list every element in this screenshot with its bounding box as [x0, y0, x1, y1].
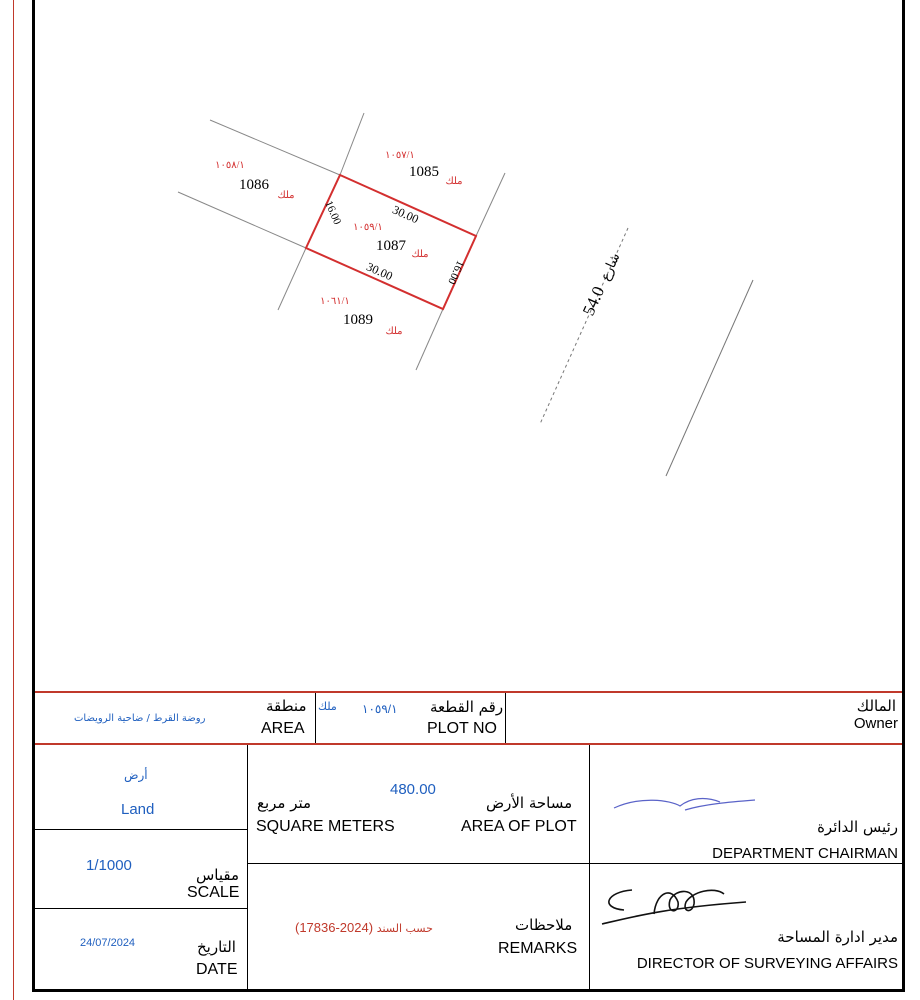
- plot-owner-tag: ملك: [318, 700, 337, 713]
- date-value: 24/07/2024: [80, 937, 136, 949]
- land-type-ar: أرض: [124, 768, 148, 782]
- boundary-line: [340, 113, 364, 175]
- date-label-ar: التاريخ: [197, 938, 236, 956]
- boundary-line: [416, 309, 443, 370]
- boundary-line: [278, 248, 306, 310]
- detail-divider-left: [247, 745, 248, 989]
- director-label-ar: مدير ادارة المساحة: [777, 928, 898, 946]
- area-label-ar: منطقة: [266, 697, 307, 715]
- plot-1087-owner: ملك: [411, 249, 429, 260]
- header-divider-area: [315, 693, 316, 743]
- chairman-signature: [610, 788, 760, 818]
- boundary-line: [476, 173, 505, 236]
- plot-no-label-en: PLOT NO: [427, 720, 497, 737]
- sqm-label-ar: متر مربع: [257, 794, 312, 812]
- plot-1085-owner: ملك: [445, 176, 463, 187]
- plot-1089-number: 1089: [343, 312, 373, 328]
- plot-1086-owner: ملك: [277, 190, 295, 201]
- dimension-left: 16.00: [322, 199, 344, 227]
- detail-row-line-2: [35, 908, 247, 909]
- land-type-en: Land: [121, 801, 155, 818]
- plot-1089-arabic: ١٠٦١/١: [320, 296, 350, 307]
- chairman-label-en: DEPARTMENT CHAIRMAN: [712, 845, 898, 862]
- director-label-en: DIRECTOR OF SURVEYING AFFAIRS: [636, 955, 898, 972]
- plot-1086-number: 1086: [239, 177, 269, 193]
- detail-mid-line: [248, 863, 902, 864]
- scale-label-ar: مقياس: [196, 866, 240, 884]
- dimension-top: 30.00: [390, 202, 421, 227]
- header-divider-plot: [505, 693, 506, 743]
- detail-row-line-1: [35, 829, 247, 830]
- scale-label-en: SCALE: [187, 884, 240, 901]
- header-bottom-line: [35, 743, 902, 745]
- street-name-label: شارع: [597, 250, 623, 283]
- plot-no-label-ar: رقم القطعة: [430, 698, 504, 716]
- plot-1085-arabic: ١٠٥٧/١: [385, 150, 415, 161]
- dimension-right: 16.00: [445, 258, 467, 286]
- chairman-label-ar: رئيس الدائرة: [817, 818, 898, 836]
- plot-1087-number: 1087: [376, 238, 406, 254]
- remarks-value-number: (17836-2024): [295, 920, 374, 935]
- plot-1085-number: 1085: [409, 164, 439, 180]
- area-value: روضة القرط / ضاحية الرويضات: [74, 713, 206, 724]
- remarks-label-en: REMARKS: [498, 940, 578, 957]
- area-of-plot-label-en: AREA OF PLOT: [461, 818, 577, 835]
- area-label-en: AREA: [261, 720, 305, 737]
- date-label-en: DATE: [196, 961, 238, 978]
- area-of-plot-value: 480.00: [390, 781, 436, 798]
- director-signature: [596, 880, 766, 932]
- remarks-label-ar: ملاحظات: [515, 916, 573, 934]
- plot-1089-owner: ملك: [385, 326, 403, 337]
- header-top-line: [35, 691, 902, 693]
- street-edge-line: [666, 280, 753, 476]
- remarks-value-prefix: حسب السند: [376, 922, 433, 935]
- street-width-label: 54.0: [578, 283, 609, 319]
- plot-1086-arabic: ١٠٥٨/١: [215, 160, 245, 171]
- frame-bottom-border: [32, 989, 905, 992]
- owner-label-en: Owner: [853, 715, 898, 732]
- detail-divider-right: [589, 745, 590, 989]
- remarks-value: [295, 920, 433, 935]
- area-of-plot-label-ar: مساحة الأرض: [486, 794, 573, 812]
- owner-label-ar: المالك: [856, 697, 896, 715]
- dimension-bottom: 30.00: [364, 259, 395, 284]
- sqm-label-en: SQUARE METERS: [256, 818, 395, 835]
- plot-no-value: ١٠٥٩/١: [362, 702, 398, 716]
- scale-value: 1/1000: [86, 857, 132, 874]
- plot-1087-arabic: ١٠٥٩/١: [353, 222, 383, 233]
